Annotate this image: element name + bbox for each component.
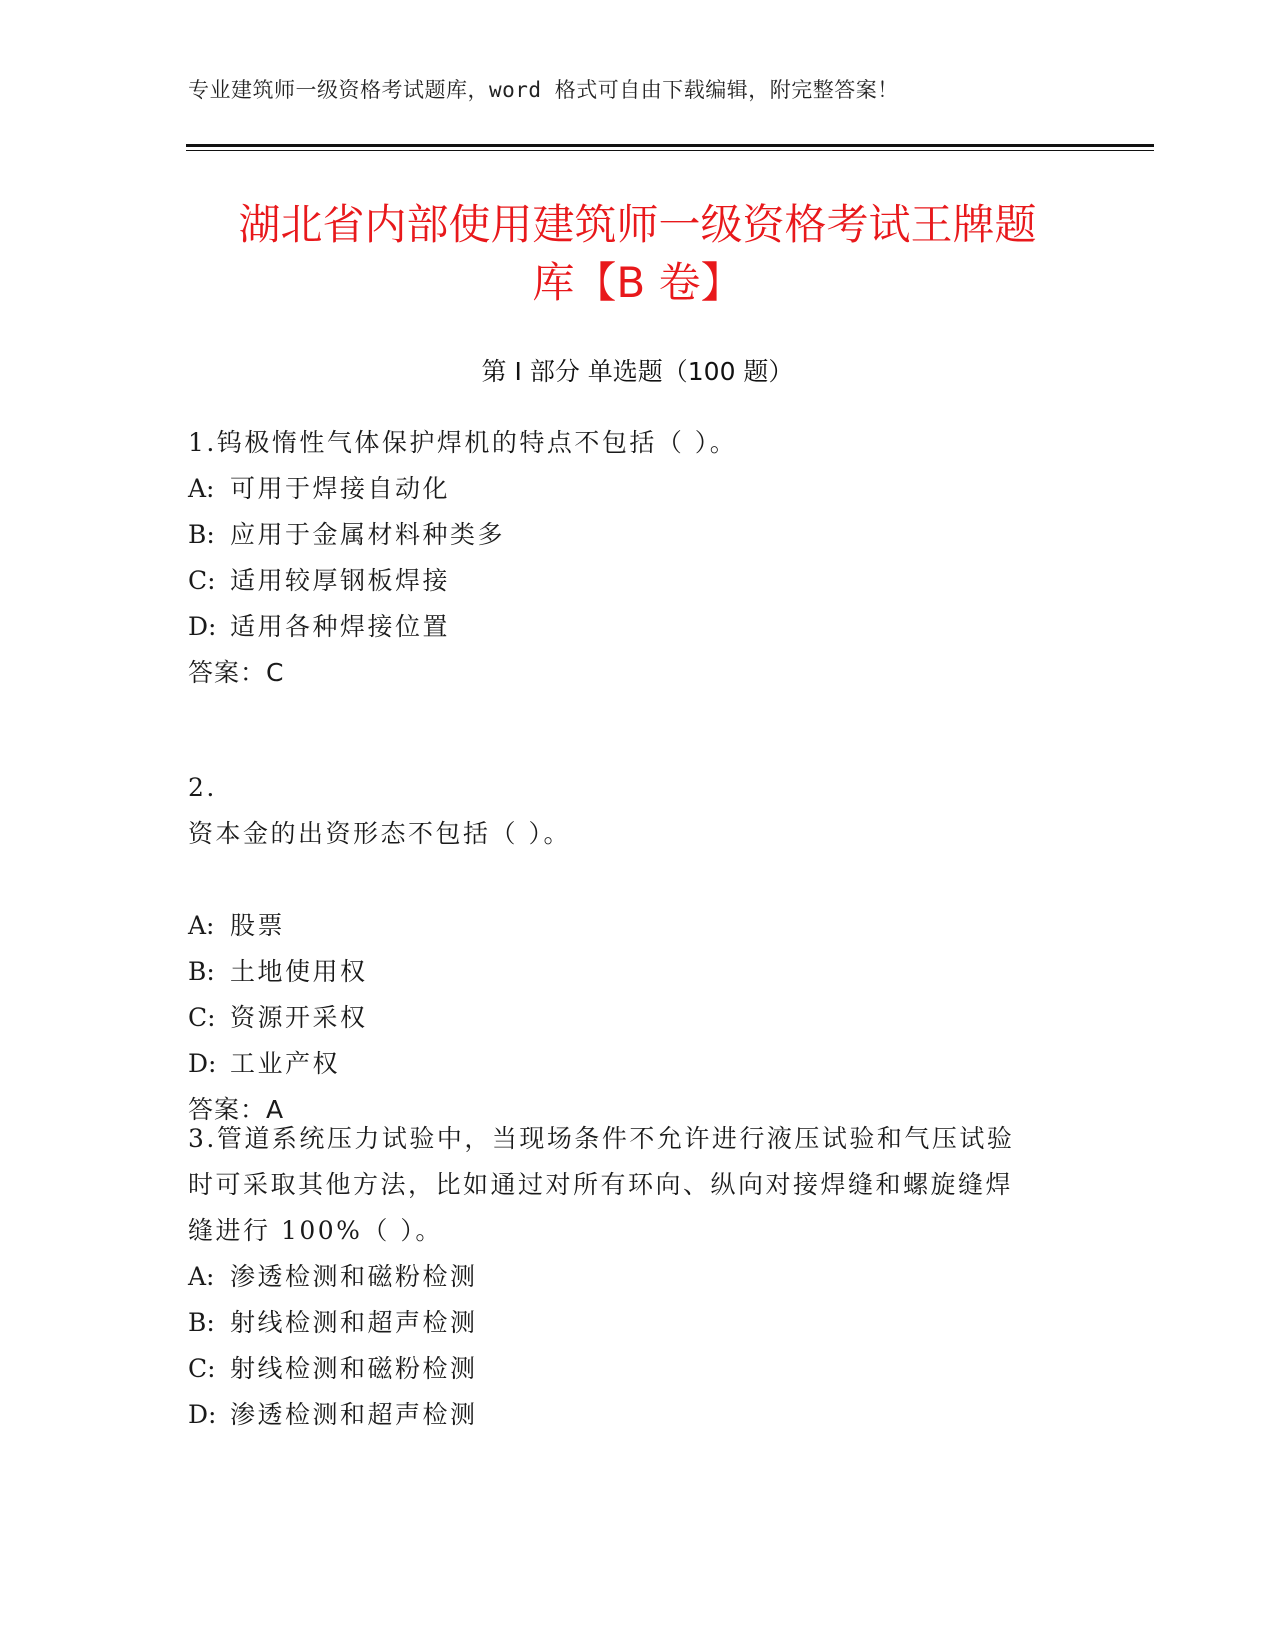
section-heading: 第 I 部分 单选题（100 题） xyxy=(481,357,794,386)
option-key: C: xyxy=(188,566,216,595)
option-b xyxy=(188,512,1088,558)
option-text: 土地使用权 xyxy=(230,957,368,986)
option-key: A: xyxy=(188,911,215,940)
option-key: B: xyxy=(188,520,215,549)
question-stem-line-1: 3.管道系统压力试验中，当现场条件不允许进行液压试验和气压试验 xyxy=(188,1124,1015,1153)
option-b xyxy=(188,949,1088,995)
answer: 答案：C xyxy=(188,658,285,687)
option-key: D: xyxy=(188,612,217,641)
option-text: 适用各种焊接位置 xyxy=(230,612,451,641)
option-text: 可用于焊接自动化 xyxy=(230,474,451,503)
document-title xyxy=(150,196,1125,312)
option-text: 适用较厚钢板焊接 xyxy=(230,566,451,595)
question-number: 2. xyxy=(188,773,217,802)
blank-line xyxy=(188,857,1088,903)
option-key: D: xyxy=(188,1400,217,1429)
question-stem: 资本金的出资形态不包括（ ）。 xyxy=(188,819,571,848)
option-key: A: xyxy=(188,1262,215,1291)
answer: 答案：A xyxy=(188,1095,285,1124)
option-key: A: xyxy=(188,474,215,503)
title-line-1: 湖北省内部使用建筑师一级资格考试王牌题 xyxy=(238,200,1037,249)
option-a xyxy=(188,1254,1088,1300)
option-key: B: xyxy=(188,1308,215,1337)
option-b xyxy=(188,1300,1088,1346)
option-text: 工业产权 xyxy=(230,1049,341,1078)
option-text: 资源开采权 xyxy=(230,1003,368,1032)
option-d xyxy=(188,604,1088,650)
option-d xyxy=(188,1041,1088,1087)
header-rule-thick xyxy=(186,144,1154,147)
option-a xyxy=(188,466,1088,512)
option-c xyxy=(188,558,1088,604)
option-text: 射线检测和超声检测 xyxy=(230,1308,478,1337)
option-text: 股票 xyxy=(230,911,286,940)
question-1 xyxy=(188,420,1088,696)
question-stem-line-2: 时可采取其他方法，比如通过对所有环向、纵向对接焊缝和螺旋缝焊 xyxy=(188,1170,1014,1199)
option-c xyxy=(188,995,1088,1041)
question-3 xyxy=(188,1116,1088,1438)
header-rule-thin xyxy=(186,150,1154,151)
option-key: D: xyxy=(188,1049,217,1078)
option-c xyxy=(188,1346,1088,1392)
option-text: 射线检测和磁粉检测 xyxy=(230,1354,478,1383)
question-stem: 1.钨极惰性气体保护焊机的特点不包括（ ）。 xyxy=(188,428,738,457)
option-key: C: xyxy=(188,1003,216,1032)
option-a xyxy=(188,903,1088,949)
question-2 xyxy=(188,765,1088,1133)
option-text: 应用于金属材料种类多 xyxy=(230,520,506,549)
title-line-2: 库【B 卷】 xyxy=(532,258,743,307)
header-note: 专业建筑师一级资格考试题库，word 格式可自由下载编辑，附完整答案！ xyxy=(188,78,899,102)
option-d xyxy=(188,1392,1088,1438)
option-key: C: xyxy=(188,1354,216,1383)
option-text: 渗透检测和超声检测 xyxy=(230,1400,478,1429)
option-text: 渗透检测和磁粉检测 xyxy=(230,1262,478,1291)
question-stem-line-3: 缝进行 100%（ ）。 xyxy=(188,1216,443,1245)
option-key: B: xyxy=(188,957,215,986)
